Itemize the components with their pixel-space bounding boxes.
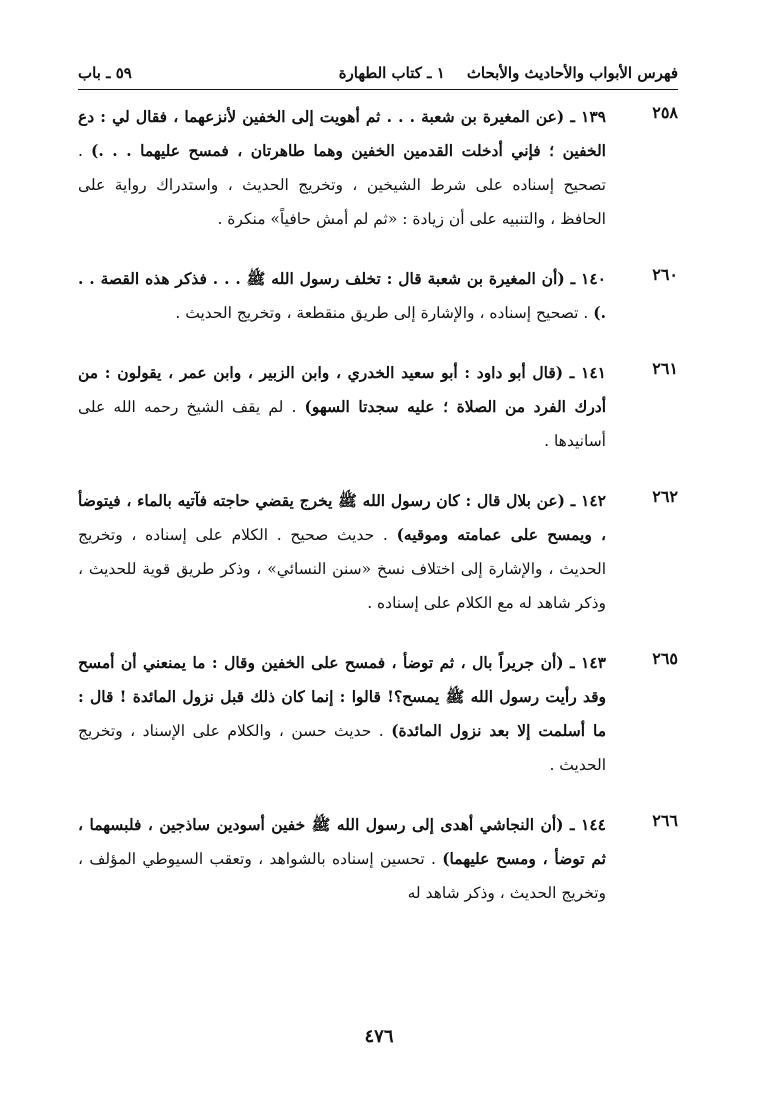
entry-hadith: ١٤٤ ـ (أن النجاشي أهدى إلى رسول الله ﷺ خفين أسودين ساذجين ، فلبسهما ، ثم توضأ ، ومسح عليهما): [78, 815, 606, 868]
entry-page-number: ٢٦١: [652, 359, 678, 378]
entry-text: [78, 356, 606, 458]
entry-text: [78, 484, 606, 620]
index-entry: [78, 646, 678, 782]
page-number: ٤٧٦: [364, 1026, 394, 1047]
entry-page-number: ٢٦٠: [652, 265, 678, 284]
entry-notes: . تصحيح إسناده ، والإشارة إلى طريق منقطعة ، وتخريج الحديث .: [175, 304, 589, 322]
entry-notes: . حديث حسن ، والكلام على الإسناد ، وتخريج الحديث .: [78, 722, 606, 774]
section-title: ١ ـ كتاب الطهارة: [338, 64, 445, 82]
entry-text: [78, 808, 606, 910]
entry-hadith: ١٤٠ ـ (أن المغيرة بن شعبة قال : تخلف رسول الله ﷺ . . . فذكر هذه القصة . . .): [78, 269, 606, 322]
entry-notes: . حديث صحيح . الكلام على إسناده ، وتخريج الحديث ، والإشارة إلى اختلاف نسخ «سنن النسائي» ، وذكر طريق قوية للحديث ، وذكر شاهد له مع الكلام على إسناده .: [78, 526, 606, 612]
chapter-title: ٥٩ ـ باب: [78, 64, 132, 82]
entry-notes: . تصحيح إسناده على شرط الشيخين ، وتخريج الحديث ، واستدراك رواية على الحافظ ، والتنبيه على أن زيادة : «ثم لم أمش حافياً» منكرة .: [78, 142, 606, 228]
entry-page-number: ٢٦٦: [652, 811, 678, 830]
index-entry: [78, 484, 678, 620]
entry-hadith: ١٤٢ ـ (عن بلال قال : كان رسول الله ﷺ يخرج يقضي حاجته فآتيه بالماء ، فيتوضأ ، ويمسح على عمامته وموقيه): [78, 491, 606, 544]
index-entry: [78, 808, 678, 910]
entry-hadith: ١٤١ ـ (قال أبو داود : أبو سعيد الخدري ، وابن الزبير ، وابن عمر ، يقولون : من أدرك الفرد من الصلاة ؛ عليه سجدتا السهو): [78, 363, 607, 416]
running-header: [78, 58, 678, 88]
index-entry: [78, 100, 678, 236]
book-title: فهرس الأبواب والأحاديث والأبحاث: [466, 64, 678, 82]
entry-text: [78, 646, 606, 782]
entry-page-number: ٢٦٥: [652, 649, 678, 668]
index-entry: [78, 262, 678, 330]
entry-text: [78, 262, 606, 330]
index-entry: [78, 356, 678, 458]
entry-notes: . لم يقف الشيخ رحمه الله على أسانيدها .: [78, 398, 606, 450]
index-entries: [78, 100, 678, 936]
header-rule: [78, 89, 678, 90]
entry-page-number: ٢٦٢: [652, 487, 678, 506]
entry-notes: . تحسين إسناده بالشواهد ، وتعقب السيوطي المؤلف ، وتخريج الحديث ، وذكر شاهد له: [78, 850, 606, 902]
entry-hadith: ١٣٩ ـ (عن المغيرة بن شعبة . . . ثم أهويت إلى الخفين لأنزعهما ، فقال لي : دع الخفين ؛ فإني أدخلت القدمين الخفين وهما طاهرتان ، فمسح عليهما . . .): [78, 107, 606, 160]
entry-hadith: ١٤٣ ـ (أن جريراً بال ، ثم توضأ ، فمسح على الخفين وقال : ما يمنعني أن أمسح وقد رأيت رسول الله ﷺ يمسح؟! قالوا : إنما كان ذلك قبل نزول المائدة ! قال : ما أسلمت إلا بعد نزول المائدة): [78, 653, 606, 740]
entry-text: [78, 100, 606, 236]
entry-page-number: ٢٥٨: [652, 103, 678, 122]
header-titles: [339, 64, 678, 82]
